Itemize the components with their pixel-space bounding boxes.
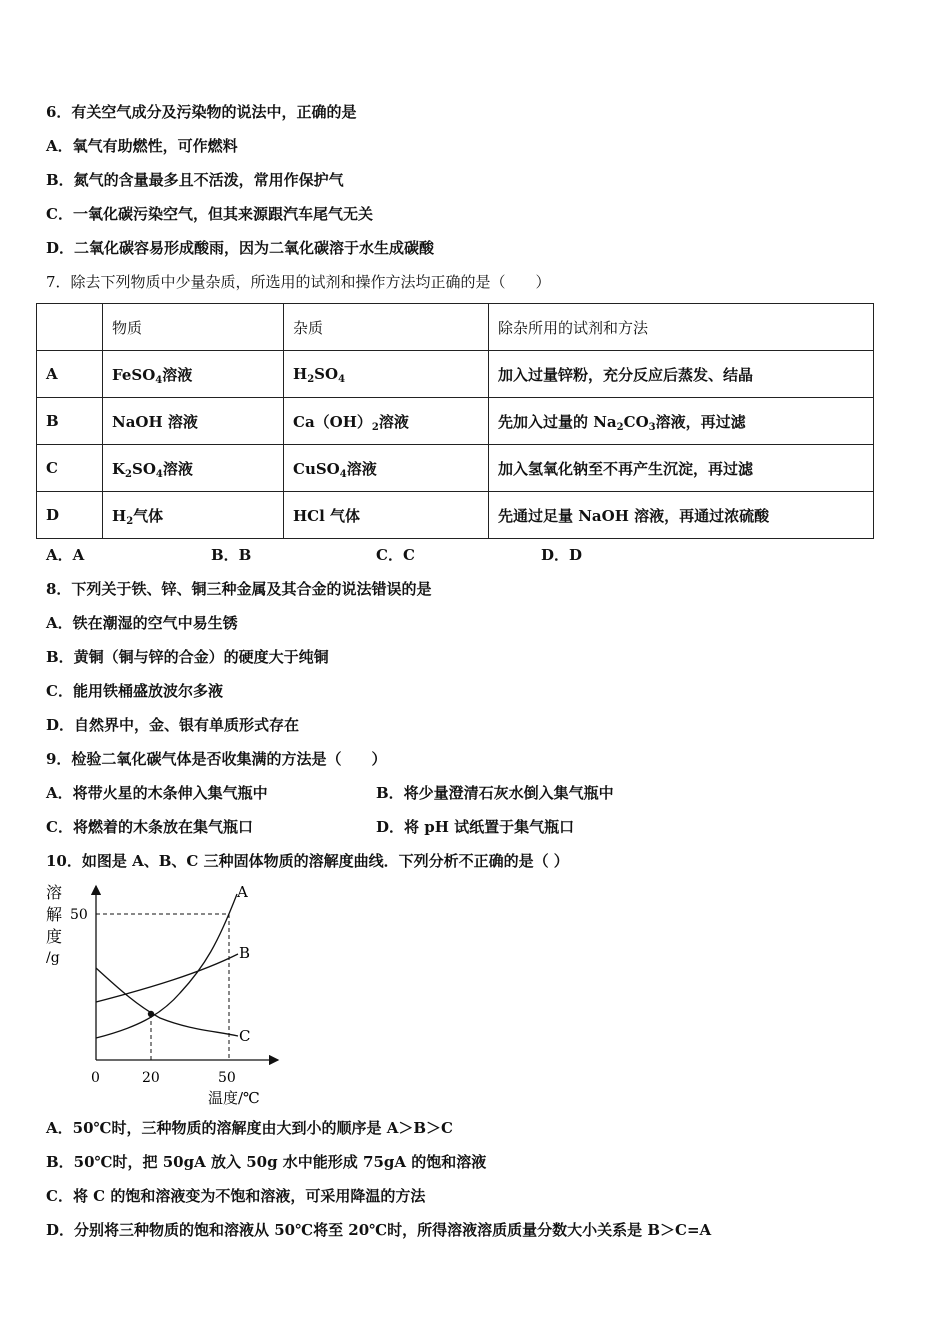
curve-a: [96, 894, 237, 1038]
x-tick-label: 0: [91, 1070, 100, 1086]
impurity-cell: $H_2SO_4$: [284, 351, 489, 398]
y-axis-label-char: 溶: [46, 883, 63, 902]
row-label: A: [37, 351, 103, 398]
q10-option-b: B．50℃时，把 50gA 放入 50g 水中能形成 75gA 的饱和溶液: [46, 1153, 487, 1171]
q8-option-a: A．铁在潮湿的空气中易生锈: [46, 614, 238, 632]
q6-stem: 6．有关空气成分及污染物的说法中，正确的是: [46, 103, 357, 121]
q6-option-c: C．一氧化碳污染空气，但其来源跟汽车尾气无关: [46, 205, 373, 223]
impurity-cell: HCl 气体: [284, 492, 489, 539]
q7-option-c: C．C: [376, 546, 415, 564]
impurity-cell: CuSO$_4$溶液: [284, 445, 489, 492]
row-label: B: [37, 398, 103, 445]
x-tick-label: 20: [142, 1070, 160, 1086]
q9-option-b: B．将少量澄清石灰水倒入集气瓶中: [376, 784, 614, 802]
q8-option-b: B．黄铜（铜与锌的合金）的硬度大于纯铜: [46, 648, 329, 666]
q7-option-b: B．B: [211, 546, 252, 564]
y-axis-label-char: /g: [46, 950, 60, 966]
table-row: [37, 445, 874, 492]
q9-option-a: A．将带火星的木条伸入集气瓶中: [46, 784, 268, 802]
table-row: [37, 492, 874, 539]
q10-option-a: A．50℃时，三种物质的溶解度由大到小的顺序是 A＞B＞C: [46, 1119, 453, 1137]
q7-stem: 7．除去下列物质中少量杂质，所选用的试剂和操作方法均正确的是（ ）: [46, 273, 551, 291]
substance-cell: NaOH 溶液: [103, 398, 284, 445]
table-header-cell: 物质: [103, 304, 284, 351]
q10-option-d: D．分别将三种物质的饱和溶液从 50℃将至 20℃时，所得溶液溶质质量分数大小关系是 B＞C=A: [46, 1221, 712, 1239]
row-label: D: [37, 492, 103, 539]
series-label-a: A: [237, 883, 248, 901]
table-header-cell: [37, 304, 103, 351]
q7-table: [36, 303, 874, 539]
table-header-cell: 杂质: [284, 304, 489, 351]
q9-stem: 9．检验二氧化碳气体是否收集满的方法是（ ）: [46, 750, 387, 768]
substance-cell: FeSO$_4$溶液: [103, 351, 284, 398]
method-cell: 加入过量锌粉，充分反应后蒸发、结晶: [489, 351, 874, 398]
q7-option-d: D．D: [541, 546, 583, 564]
q7-option-a: A．A: [46, 546, 85, 564]
q6-option-b: B．氮气的含量最多且不活泼，常用作保护气: [46, 171, 344, 189]
intersection-point: [148, 1011, 154, 1017]
q10-option-c: C．将 C 的饱和溶液变为不饱和溶液，可采用降温的方法: [46, 1187, 426, 1205]
q9-option-d: D．将 pH 试纸置于集气瓶口: [376, 818, 575, 836]
q8-stem: 8．下列关于铁、锌、铜三种金属及其合金的说法错误的是: [46, 580, 432, 598]
y-axis-label-char: 解: [46, 905, 63, 924]
series-label-c: C: [239, 1027, 251, 1045]
q8-option-d: D．自然界中，金、银有单质形式存在: [46, 716, 300, 734]
substance-cell: $H_2$气体: [103, 492, 284, 539]
q6-option-d: D．二氧化碳容易形成酸雨，因为二氧化碳溶于水生成碳酸: [46, 239, 435, 257]
curve-c: [96, 968, 238, 1036]
method-cell: 先加入过量的 $Na_2CO_3$溶液，再过滤: [489, 398, 874, 445]
table-row: [37, 351, 874, 398]
y-axis-label-char: 度: [46, 927, 63, 946]
table-header-cell: 除杂所用的试剂和方法: [489, 304, 874, 351]
y-tick-label: 50: [70, 907, 88, 923]
q6-option-a: A．氧气有助燃性，可作燃料: [46, 137, 238, 155]
table-row: [37, 398, 874, 445]
q9-option-c: C．将燃着的木条放在集气瓶口: [46, 818, 253, 836]
impurity-cell: $Ca(OH)_2$溶液: [284, 398, 489, 445]
series-label-b: B: [239, 944, 251, 962]
x-axis-label: 温度/℃: [208, 1089, 260, 1107]
curve-b: [96, 954, 238, 1002]
method-cell: 加入氢氧化钠至不再产生沉淀，再过滤: [489, 445, 874, 492]
table-header-row: [37, 304, 874, 351]
x-tick-label: 50: [218, 1070, 236, 1086]
solubility-chart: [40, 878, 290, 1108]
q8-option-c: C．能用铁桶盛放波尔多液: [46, 682, 223, 700]
substance-cell: $K_2SO_4$溶液: [103, 445, 284, 492]
method-cell: 先通过足量 NaOH 溶液，再通过浓硫酸: [489, 492, 874, 539]
row-label: C: [37, 445, 103, 492]
q10-stem: 10．如图是 A、B、C 三种固体物质的溶解度曲线．下列分析不正确的是（ ）: [46, 852, 569, 870]
